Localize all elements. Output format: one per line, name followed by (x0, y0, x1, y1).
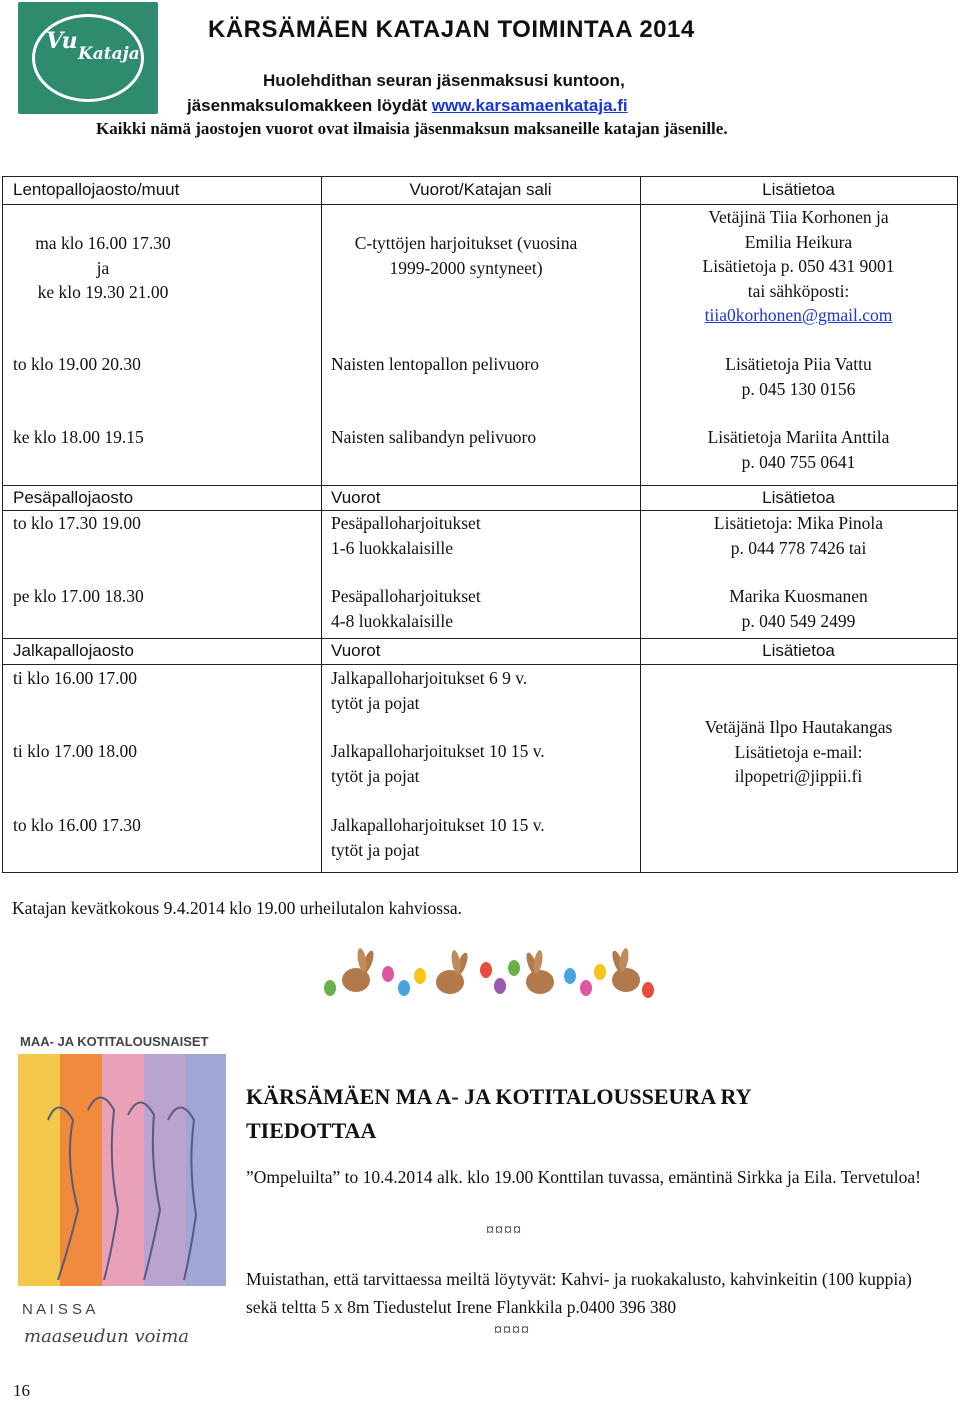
time-cell: to klo 17.30 19.00 (13, 513, 141, 533)
logo-text-vu: Vu (46, 28, 78, 54)
section-header-volleyball: Lentopallojaosto/muut (13, 180, 180, 199)
info-line: Lisätietoja e-mail: (734, 741, 863, 762)
activity-line: 4-8 luokkalaisille (331, 610, 453, 631)
time-cell: pe klo 17.00 18.30 (13, 586, 144, 606)
logo-slogan-text: maaseudun voima (24, 1326, 190, 1347)
activity-line: tytöt ja pojat (331, 765, 420, 786)
membership-form-text: jäsenmaksulomakkeen löydät (187, 96, 432, 115)
info-line: p. 040 549 2499 (741, 610, 856, 631)
easter-egg-icons (324, 960, 654, 998)
logo-text-kataja: Kataja (78, 44, 140, 64)
activity-cell: Naisten salibandyn pelivuoro (331, 427, 537, 447)
maa-ja-kotitalousnaiset-logo (18, 1030, 226, 1352)
time-line: ma klo 16.00 17.30 (35, 233, 171, 253)
section-header-pesapallo: Pesäpallojaosto (13, 488, 134, 507)
info-line: Lisätietoja p. 050 431 9001 (702, 256, 895, 276)
time-cell: ti klo 16.00 17.00 (13, 668, 137, 688)
row-divider (3, 664, 957, 665)
info-cell (640, 584, 957, 633)
time-cell: to klo 19.00 20.30 (13, 354, 141, 374)
association-title-line: KÄRSÄMÄEN MA A- JA KOTITALOUSSEURA RY (246, 1084, 752, 1109)
time-line: ja (96, 257, 110, 278)
logo-top-text: MAA- JA KOTITALOUSNAISET (20, 1034, 209, 1049)
activity-line: Jalkapalloharjoitukset 6 9 v. (331, 668, 528, 688)
rental-announcement: Muistathan, että tarvittaessa meiltä löytyvät: Kahvi- ja ruokakalusto, kahvinkeitin (100 kuppia) sekä teltta 5 x 8m Tiedustelut Irene Flankkila p.0400 396 380 (246, 1269, 912, 1317)
bunny-icon (610, 947, 640, 992)
info-line: Marika Kuosmanen (729, 586, 868, 606)
activity-line: Pesäpalloharjoitukset (331, 586, 481, 606)
section-header-football: Jalkapallojaosto (13, 641, 134, 660)
activity-cell: Naisten lentopallon pelivuoro (331, 354, 540, 374)
column-header-slots: Vuorot (331, 488, 381, 507)
info-line: Vetäjänä Ilpo Hautakangas (704, 717, 893, 737)
free-for-members-note: Kaikki nämä jaostojen vuorot ovat ilmaisia jäsenmaksun maksaneille katajan jäsenille. (96, 119, 728, 138)
activity-line: 1-6 luokkalaisille (331, 537, 453, 558)
email-text: ilpopetri@jippii.fi (734, 766, 863, 786)
activity-line: Jalkapalloharjoitukset 10 15 v. (331, 741, 545, 761)
easter-decoration (318, 940, 656, 1012)
membership-reminder: Huolehdithan seuran jäsenmaksusi kuntoon, (263, 71, 625, 90)
column-header-info: Lisätietoa (762, 488, 835, 507)
logo-naissa-text: N A I S S A (22, 1301, 96, 1318)
info-cell (640, 425, 957, 474)
activity-line: 1999-2000 syntyneet) (389, 257, 543, 278)
column-header-info: Lisätietoa (762, 180, 835, 199)
info-line: Lisätietoja: Mika Pinola (713, 513, 884, 533)
time-line: ke klo 19.30 21.00 (37, 282, 169, 302)
info-line: p. 045 130 0156 (741, 378, 856, 399)
info-line: Lisätietoja Piia Vattu (725, 354, 872, 374)
activity-cell (331, 739, 545, 788)
separator: ¤¤¤¤ (494, 1322, 530, 1339)
activity-cell (331, 584, 481, 633)
info-cell (640, 715, 957, 789)
bunny-icon (524, 949, 554, 994)
bunny-icon (342, 947, 376, 992)
schedule-table (2, 176, 958, 873)
time-cell: to klo 16.00 17.30 (13, 815, 141, 835)
info-cell (640, 511, 957, 560)
bunny-icon (436, 949, 470, 994)
sewing-evening-announcement: ”Ompeluilta” to 10.4.2014 alk. klo 19.00 Konttilan tuvassa, emäntinä Sirkka ja Eila. Tervetuloa! (246, 1167, 921, 1187)
activity-line: Jalkapalloharjoitukset 10 15 v. (331, 815, 545, 835)
activity-cell (331, 813, 545, 862)
email-link[interactable]: tiia0korhonen@gmail.com (704, 305, 893, 325)
info-line: p. 040 755 0641 (741, 451, 856, 472)
activity-cell (331, 666, 527, 715)
page-number: 16 (13, 1381, 30, 1400)
website-link[interactable]: www.karsamaenkataja.fi (431, 96, 628, 115)
page-title: KÄRSÄMÄEN KATAJAN TOIMINTAA 2014 (208, 16, 695, 43)
activity-line: tytöt ja pojat (331, 692, 420, 713)
time-cell: ke klo 18.00 19.15 (13, 427, 144, 447)
info-cell (640, 205, 957, 328)
info-line: tai sähköposti: (747, 280, 850, 301)
separator: ¤¤¤¤ (486, 1222, 522, 1239)
info-line: Lisätietoja Mariita Anttila (707, 427, 890, 447)
info-line: Vetäjinä Tiia Korhonen ja (708, 207, 889, 227)
activity-line: Pesäpalloharjoitukset (331, 513, 481, 533)
column-divider (321, 177, 322, 872)
spring-meeting-notice: Katajan kevätkokous 9.4.2014 klo 19.00 urheilutalon kahviossa. (12, 898, 463, 918)
info-cell (640, 352, 957, 401)
column-header-info: Lisätietoa (762, 641, 835, 660)
info-line: Emilia Heikura (744, 231, 853, 252)
activity-cell (321, 231, 611, 280)
association-title-line: TIEDOTTAA (246, 1118, 377, 1143)
activity-line: C-tyttöjen harjoitukset (vuosina (354, 233, 578, 253)
time-cell: ti klo 17.00 18.00 (13, 741, 137, 761)
column-header-slots: Vuorot (331, 641, 381, 660)
kataja-logo (18, 2, 158, 114)
info-line: p. 044 778 7426 tai (730, 537, 867, 558)
activity-line: tytöt ja pojat (331, 839, 420, 860)
membership-form-line (187, 96, 628, 116)
association-title (246, 1080, 846, 1148)
column-header-slots: Vuorot/Katajan sali (409, 180, 552, 199)
activity-cell (331, 511, 481, 560)
time-cell (3, 231, 203, 305)
